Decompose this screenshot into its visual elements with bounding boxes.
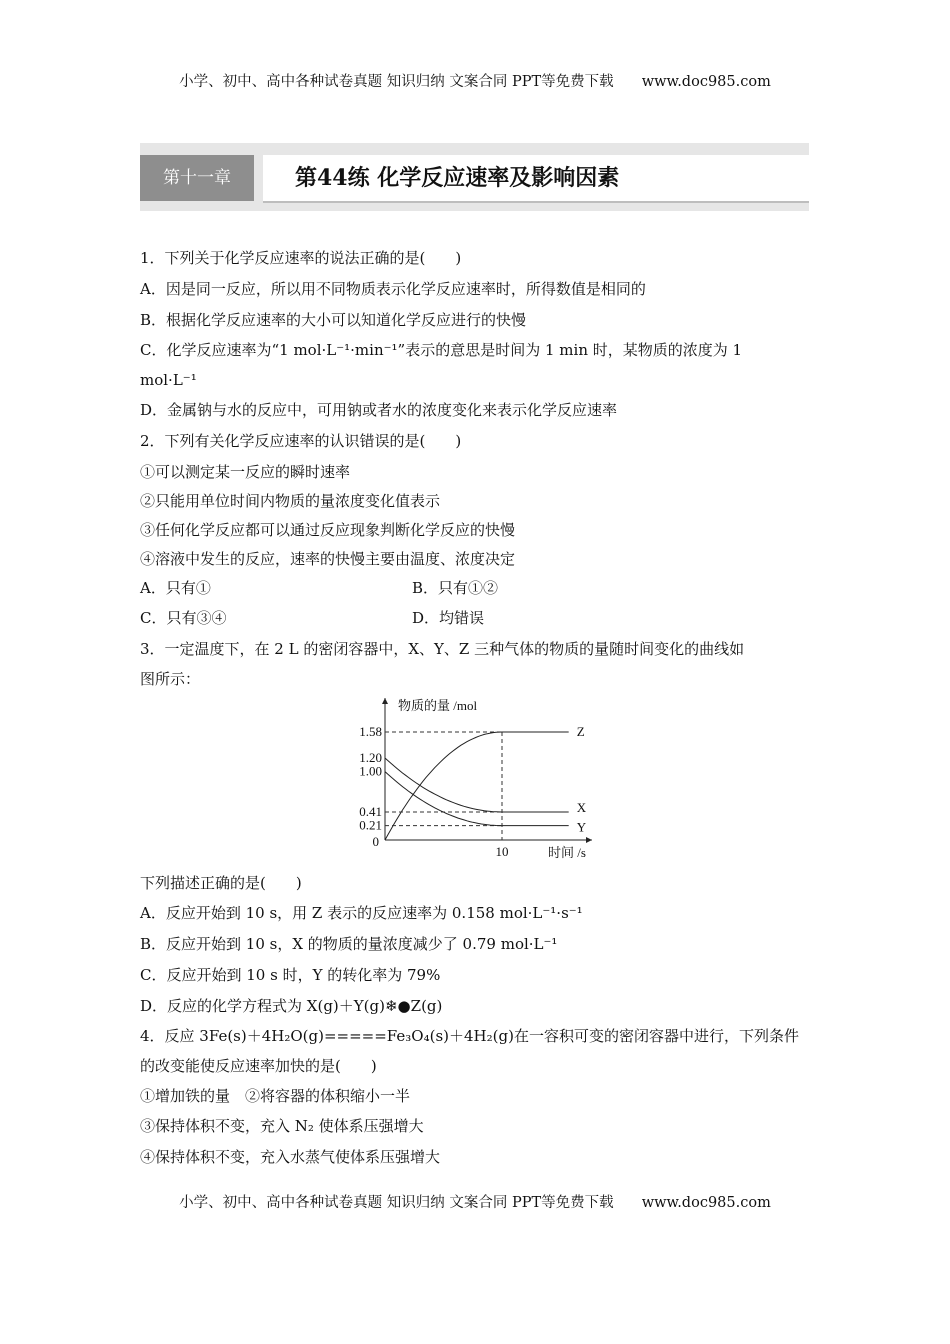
- q3-option-d: D．反应的化学方程式为 X(g)＋Y(g)❄●Z(g): [140, 997, 443, 1015]
- series-label-X: X: [576, 799, 587, 815]
- chapter-label: 第十一章: [140, 155, 254, 201]
- q2-statement-3: ③任何化学反应都可以通过反应现象判断化学反应的快慢: [140, 521, 516, 539]
- page-footer: [0, 1191, 950, 1212]
- q4-stem: 4．反应 3Fe(s)＋4H₂O(g)=====Fe₃O₄(s)＋4H₂(g)在一容积可变的密闭容器中进行，下列条件: [140, 1027, 799, 1045]
- q1-option-d: D．金属钠与水的反应中，可用钠或者水的浓度变化来表示化学反应速率: [140, 401, 618, 419]
- q4-statement-4: ④保持体积不变，充入水蒸气使体系压强增大: [140, 1148, 441, 1166]
- q3-stem: 3．一定温度下，在 2 L 的密闭容器中，X、Y、Z 三种气体的物质的量随时间变化的曲线如: [140, 640, 745, 658]
- q1-stem: 1．下列关于化学反应速率的说法正确的是( ): [140, 249, 462, 267]
- series-label-Y: Y: [576, 819, 587, 835]
- q4-statement-3: ③保持体积不变，充入 N₂ 使体系压强增大: [140, 1117, 424, 1135]
- x-axis-label: 时间 /s: [548, 845, 586, 860]
- x-axis-arrow: [586, 837, 592, 843]
- x-tick-label: 10: [495, 844, 509, 859]
- header-text: 小学、初中、高中各种试卷真题 知识归纳 文案合同 PPT等免费下载: [179, 74, 614, 90]
- q2-statement-2: ②只能用单位时间内物质的量浓度变化值表示: [140, 492, 441, 510]
- amount-vs-time-chart: [340, 690, 600, 862]
- y-tick-label: 0.41: [359, 803, 382, 819]
- page-header: [0, 70, 950, 91]
- q3-stem-cont: 图所示：: [140, 670, 201, 688]
- q3-option-a: A．反应开始到 10 s，用 Z 表示的反应速率为 0.158 mol·L⁻¹·s⁻¹: [140, 904, 583, 922]
- y-tick-label: 1.20: [359, 749, 382, 765]
- q2-stem: 2．下列有关化学反应速率的认识错误的是( ): [140, 432, 462, 450]
- page-title: 第44练 化学反应速率及影响因素: [263, 155, 809, 201]
- header-site-link[interactable]: www.doc985.com: [641, 74, 771, 90]
- q2-option-d: D．均错误: [412, 609, 485, 627]
- y-axis-label: 物质的量 /mol: [398, 698, 478, 713]
- q1-option-c: C．化学反应速率为“1 mol·L⁻¹·min⁻¹”表示的意思是时间为 1 min 时，某物质的浓度为 1: [140, 341, 743, 359]
- q2-option-c: C．只有③④: [140, 609, 227, 627]
- y-tick-label: 1.00: [359, 763, 382, 779]
- q1-option-b: B．根据化学反应速率的大小可以知道化学反应进行的快慢: [140, 311, 527, 329]
- series-curve-Y: [385, 772, 569, 826]
- footer-text: 小学、初中、高中各种试卷真题 知识归纳 文案合同 PPT等免费下载: [179, 1195, 614, 1211]
- chapter-banner: [140, 143, 809, 211]
- y-axis-arrow: [382, 698, 388, 704]
- q3-ask: 下列描述正确的是( ): [140, 874, 302, 892]
- q1-option-a: A．因是同一反应，所以用不同物质表示化学反应速率时，所得数值是相同的: [140, 280, 646, 298]
- q1-option-c-cont: mol·L⁻¹: [140, 371, 197, 389]
- q2-option-b: B．只有①②: [412, 579, 499, 597]
- series-label-Z: Z: [576, 724, 585, 739]
- series-curve-Z: [385, 732, 569, 840]
- q2-option-a: A．只有①: [140, 579, 211, 597]
- footer-site-link[interactable]: www.doc985.com: [641, 1195, 771, 1211]
- q2-statement-4: ④溶液中发生的反应，速率的快慢主要由温度、浓度决定: [140, 550, 516, 568]
- q4-stem-cont: 的改变能使反应速率加快的是( ): [140, 1057, 377, 1075]
- q2-statement-1: ①可以测定某一反应的瞬时速率: [140, 463, 351, 481]
- y-tick-label: 1.58: [359, 724, 382, 739]
- origin-label: 0: [372, 834, 379, 849]
- series-curve-X: [385, 758, 569, 812]
- y-tick-label: 0.21: [359, 817, 382, 833]
- q3-option-c: C．反应开始到 10 s 时，Y 的转化率为 79%: [140, 966, 441, 984]
- q3-option-b: B．反应开始到 10 s，X 的物质的量浓度减少了 0.79 mol·L⁻¹: [140, 935, 558, 953]
- q4-statement-1-2: ①增加铁的量 ②将容器的体积缩小一半: [140, 1087, 411, 1105]
